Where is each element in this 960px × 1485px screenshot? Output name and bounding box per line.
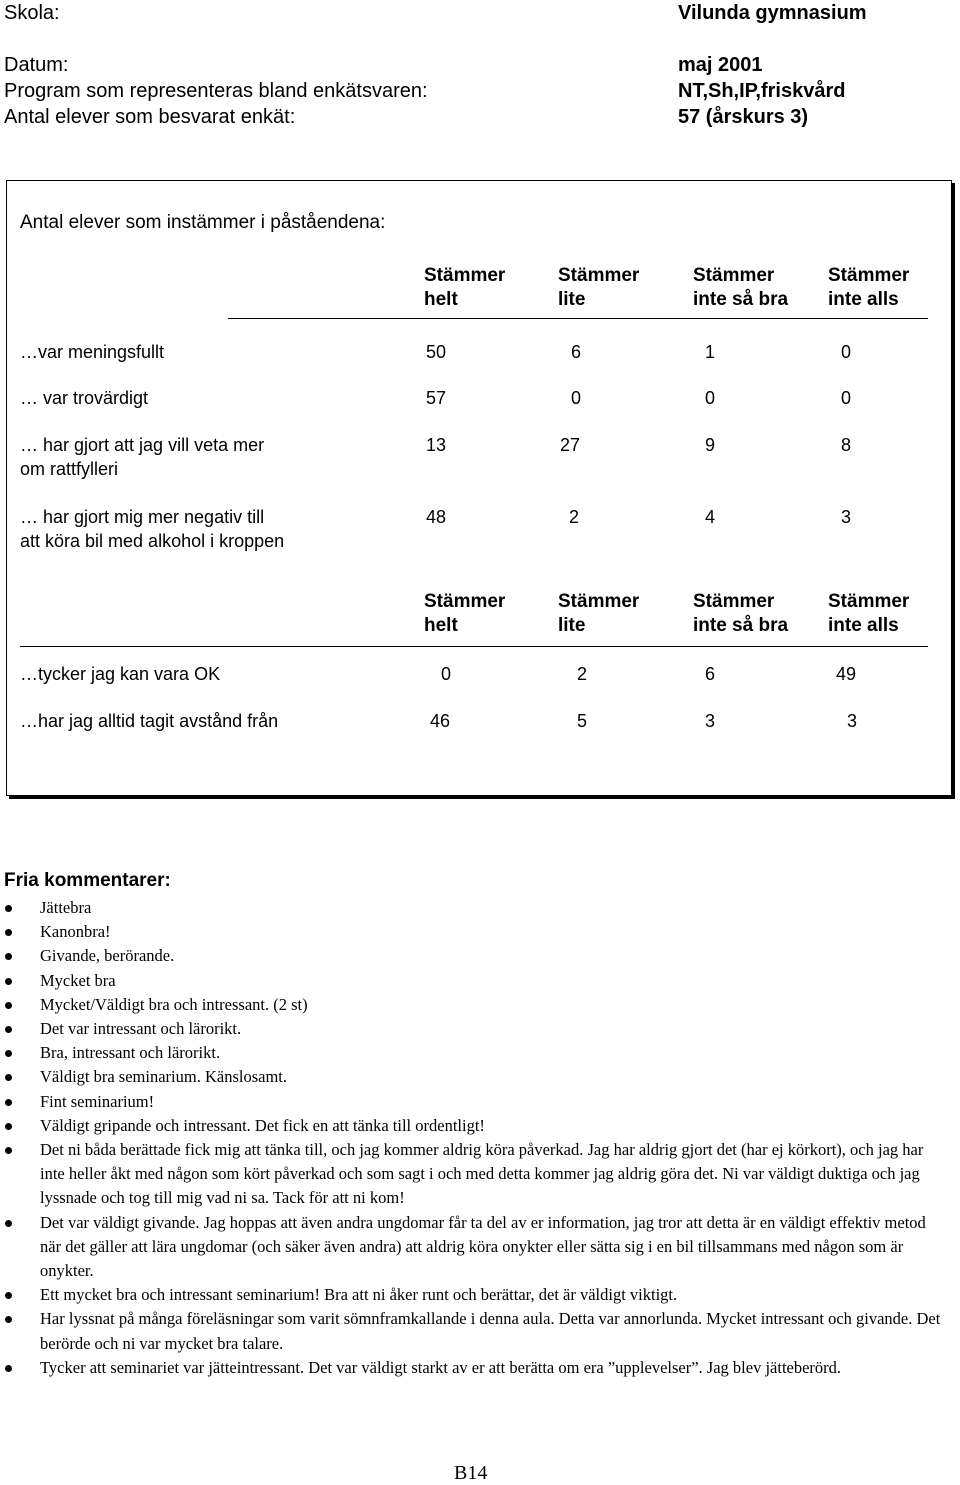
list-item: Mycket bra xyxy=(0,969,960,993)
row-label: … var trovärdigt xyxy=(20,388,149,408)
date-label: Datum: xyxy=(4,54,69,76)
list-item: Väldigt bra seminarium. Känslosamt. xyxy=(0,1065,960,1089)
list-item: Väldigt gripande och intressant. Det fick en att tänka till ordentligt! xyxy=(0,1114,960,1138)
cell-value: 6 xyxy=(704,664,715,684)
program-value: NT,Sh,IP,friskvård xyxy=(678,80,846,102)
cell-value: 48 xyxy=(425,507,447,527)
bullet-icon xyxy=(5,1365,12,1372)
program-label: Program som representeras bland enkätsvaren: xyxy=(4,80,428,102)
row-label: … har gjort att jag vill veta mer om rattfylleri xyxy=(20,435,265,479)
cell-value: 0 xyxy=(704,388,715,408)
list-item: Har lyssnat på många föreläsningar som varit sömnframkallande i denna aula. Detta var annorlunda. Mycket intressant och givande. Det berörde och ni var mycket bra talare. xyxy=(0,1307,960,1355)
row-label: …tycker jag kan vara OK xyxy=(20,664,221,684)
row-label: …har jag alltid tagit avstånd från xyxy=(20,711,279,731)
bullet-icon xyxy=(5,1074,12,1081)
bullet-icon xyxy=(5,1316,12,1323)
cell-value: 3 xyxy=(840,507,851,527)
cell-value: 57 xyxy=(425,388,447,408)
date-value: maj 2001 xyxy=(678,54,763,76)
comments-title: Fria kommentarer: xyxy=(4,870,171,891)
row-label: … har gjort mig mer negativ till att köra bil med alkohol i kroppen xyxy=(20,507,285,551)
bullet-icon xyxy=(5,1292,12,1299)
comments-list xyxy=(0,896,960,1380)
cell-value: 0 xyxy=(840,342,851,362)
bullet-icon xyxy=(5,978,12,985)
cell-value: 8 xyxy=(840,435,851,455)
list-item: Tycker att seminariet var jätteintressant. Det var väldigt starkt av er att berätta om era ”upplevelser”. Jag blev jätteberörd. xyxy=(0,1356,960,1380)
bullet-icon xyxy=(5,1026,12,1033)
bullet-icon xyxy=(5,1002,12,1009)
bullet-icon xyxy=(5,929,12,936)
cell-value: 13 xyxy=(425,435,447,455)
survey-title: Antal elever som instämmer i påståendena: xyxy=(20,212,386,233)
list-item: Det var väldigt givande. Jag hoppas att även andra ungdomar får ta del av er information, jag tror att detta är en väldigt effektiv metod när det gäller att lära ungdomar (och säker även andra) att aldrig köra onykter eller sätta sig i en bil tillsammans med någon som är onykter. xyxy=(0,1211,960,1284)
list-item: Kanonbra! xyxy=(0,920,960,944)
row-label: …var meningsfullt xyxy=(20,342,165,362)
bullet-icon xyxy=(5,953,12,960)
cell-value: 3 xyxy=(846,711,857,731)
list-item: Det var intressant och lärorikt. xyxy=(0,1017,960,1041)
school-value: Vilunda gymnasium xyxy=(678,2,867,24)
bullet-icon xyxy=(5,1123,12,1130)
cell-value: 9 xyxy=(704,435,715,455)
cell-value: 3 xyxy=(704,711,715,731)
col-lite-header: Stämmer lite xyxy=(558,591,640,636)
col-inte-sa-bra-header: Stämmer inte så bra xyxy=(693,265,789,310)
header-divider xyxy=(20,646,928,647)
list-item: Fint seminarium! xyxy=(0,1090,960,1114)
count-label: Antal elever som besvarat enkät: xyxy=(4,106,296,128)
list-item: Givande, berörande. xyxy=(0,944,960,968)
bullet-icon xyxy=(5,1099,12,1106)
list-item: Ett mycket bra och intressant seminarium! Bra att ni åker runt och berättar, det är väldigt viktigt. xyxy=(0,1283,960,1307)
col-helt-header: Stämmer helt xyxy=(424,265,506,310)
header-divider xyxy=(228,318,928,319)
cell-value: 6 xyxy=(570,342,581,362)
list-item: Mycket/Väldigt bra och intressant. (2 st) xyxy=(0,993,960,1017)
school-label: Skola: xyxy=(4,2,60,24)
cell-value: 0 xyxy=(840,388,851,408)
count-value: 57 (årskurs 3) xyxy=(678,106,809,128)
col-inte-alls-header: Stämmer inte alls xyxy=(828,591,910,636)
cell-value: 4 xyxy=(704,507,715,527)
cell-value: 46 xyxy=(429,711,451,731)
list-item: Bra, intressant och lärorikt. xyxy=(0,1041,960,1065)
cell-value: 50 xyxy=(425,342,447,362)
list-item: Jättebra xyxy=(0,896,960,920)
cell-value: 2 xyxy=(568,507,579,527)
col-inte-sa-bra-header: Stämmer inte så bra xyxy=(693,591,789,636)
page-number: B14 xyxy=(454,1462,488,1484)
cell-value: 5 xyxy=(576,711,587,731)
bullet-icon xyxy=(5,1220,12,1227)
col-lite-header: Stämmer lite xyxy=(558,265,640,310)
list-item: Det ni båda berättade fick mig att tänka till, och jag kommer aldrig köra påverkad. Jag har aldrig gjort det (har ej körkort), och jag har inte heller åkt med någon som kört påverkad och som sagt i och med detta kommer jag aldrig göra det. Ni var väldigt duktiga och jag lyssnade och tog till mig vad ni sa. Tack för att ni kom! xyxy=(0,1138,960,1211)
bullet-icon xyxy=(5,1050,12,1057)
cell-value: 27 xyxy=(559,435,581,455)
bullet-icon xyxy=(5,1147,12,1154)
bullet-icon xyxy=(5,905,12,912)
cell-value: 0 xyxy=(440,664,451,684)
cell-value: 2 xyxy=(576,664,587,684)
col-inte-alls-header: Stämmer inte alls xyxy=(828,265,910,310)
col-helt-header: Stämmer helt xyxy=(424,591,506,636)
cell-value: 1 xyxy=(704,342,715,362)
cell-value: 49 xyxy=(835,664,857,684)
cell-value: 0 xyxy=(570,388,581,408)
